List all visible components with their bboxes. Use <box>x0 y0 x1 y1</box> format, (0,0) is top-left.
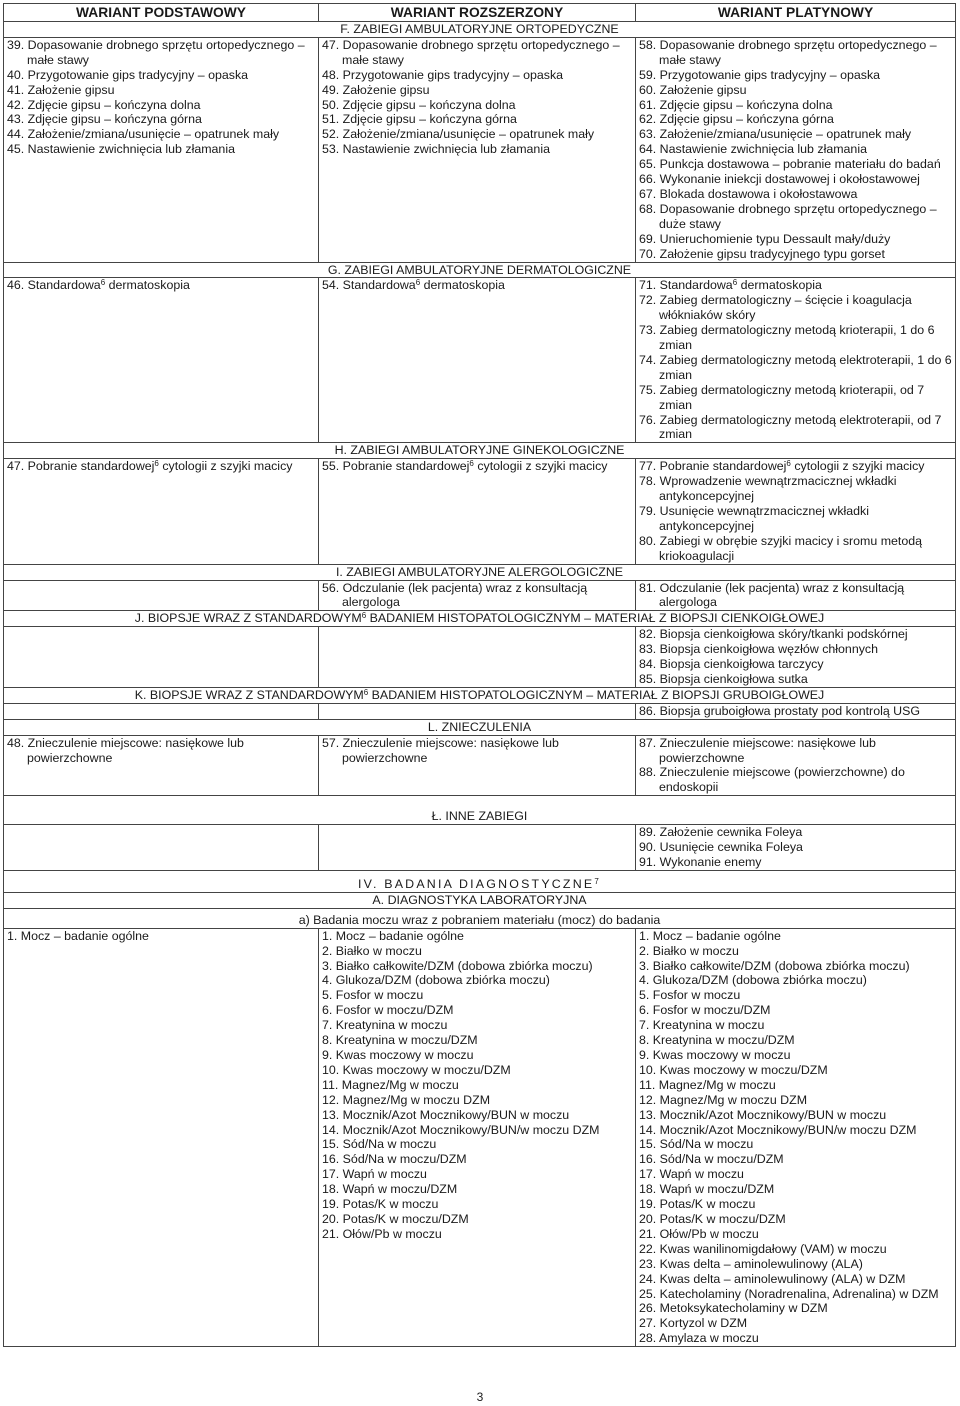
section-title-i: I. ZABIEGI AMBULATORYJNE ALERGOLOGICZNE <box>4 564 956 580</box>
section-h-platinum <box>636 459 956 564</box>
footnote-mark: 6 <box>469 459 474 469</box>
list-item: 1. Mocz – badanie ogólne <box>7 928 149 943</box>
section-h-extended <box>319 459 636 564</box>
section-l-platinum <box>636 735 956 796</box>
list-item: 26. Metoksykatecholaminy w DZM <box>639 1301 828 1316</box>
list-item: 10. Kwas moczowy w moczu/DZM <box>639 1062 828 1077</box>
section-title-g: G. ZABIEGI AMBULATORYJNE DERMATOLOGICZNE <box>4 262 956 278</box>
list-item: 19. Potas/K w moczu <box>639 1197 756 1212</box>
section-other-platinum <box>636 825 956 871</box>
list-item: 63. Założenie/zmiana/usunięcie – opatrunek mały <box>639 127 912 142</box>
section-f-basic <box>4 37 319 262</box>
list-item: 7. Kreatynina w moczu <box>322 1018 448 1033</box>
list-item: 11. Magnez/Mg w moczu <box>639 1077 776 1092</box>
list-item: 20. Potas/K w moczu/DZM <box>322 1211 469 1226</box>
list-item: 58. Dopasowanie drobnego sprzętu ortopedycznego – małe stawy <box>639 37 937 67</box>
header-extended: WARIANT ROZSZERZONY <box>319 4 636 22</box>
list-item: 27. Kortyzol w DZM <box>639 1316 748 1331</box>
section-j-platinum <box>636 627 956 688</box>
section-k-extended <box>319 703 636 719</box>
list-item: 82. Biopsja cienkoigłowa skóry/tkanki podskórnej <box>639 627 908 642</box>
list-item: 87. Znieczulenie miejscowe: nasiękowe lub powierzchowne <box>639 735 876 765</box>
list-item: 85. Biopsja cienkoigłowa sutka <box>639 671 808 686</box>
list-item: 4. Glukoza/DZM (dobowa zbiórka moczu) <box>639 973 867 988</box>
list-item: 22. Kwas wanilinomigdałowy (VAM) w moczu <box>639 1241 887 1256</box>
list-item: 57. Znieczulenie miejscowe: nasiękowe lub powierzchowne <box>322 735 559 765</box>
list-item: 3. Białko całkowite/DZM (dobowa zbiórka moczu) <box>639 958 910 973</box>
list-item: 91. Wykonanie enemy <box>639 854 762 869</box>
section-title-k: K. BIOPSJE WRAZ Z STANDARDOWYM$^6$ BADANIEM HISTOPATOLOGICZNYM – MATERIAŁ Z BIOPSJI GRUBOIGŁOWEJ <box>4 687 956 703</box>
list-item: 13. Mocznik/Azot Mocznikowy/BUN w moczu <box>639 1107 887 1122</box>
list-item: 6. Fosfor w moczu/DZM <box>639 1003 771 1018</box>
section-title-other: Ł. INNE ZABIEGI <box>4 796 956 825</box>
list-item: 8. Kreatynina w moczu/DZM <box>639 1033 795 1048</box>
list-item: 18. Wapń w moczu/DZM <box>322 1182 458 1197</box>
list-item: 47. Dopasowanie drobnego sprzętu ortopedycznego – małe stawy <box>322 37 620 67</box>
section-other-basic <box>4 825 319 871</box>
list-item: 65. Punkcja dostawowa – pobranie materiału do badań <box>639 157 941 172</box>
section-title-h: H. ZABIEGI AMBULATORYJNE GINEKOLOGICZNE <box>4 443 956 459</box>
section-l-basic <box>4 735 319 796</box>
list-item: 62. Zdjęcie gipsu – kończyna górna <box>639 112 834 127</box>
section-f-extended <box>319 37 636 262</box>
document-page <box>3 3 956 1347</box>
list-item: 90. Usunięcie cewnika Foleya <box>639 840 803 855</box>
header-platinum: WARIANT PLATYNOWY <box>636 4 956 22</box>
list-item: 66. Wykonanie iniekcji dostawowej i okołostawowej <box>639 172 920 187</box>
section-urine-extended <box>319 928 636 1346</box>
header-basic: WARIANT PODSTAWOWY <box>4 4 319 22</box>
list-item: 14. Mocznik/Azot Mocznikowy/BUN/w moczu DZM <box>322 1122 600 1137</box>
list-item: 1. Mocz – badanie ogólne <box>322 928 464 943</box>
list-item: 72. Zabieg dermatologiczny – ścięcie i koagulacja włókniaków skóry <box>639 293 912 323</box>
footnote-mark: 6 <box>732 278 738 288</box>
list-item: 53. Nastawienie zwichnięcia lub złamania <box>322 142 550 157</box>
list-item: 50. Zdjęcie gipsu – kończyna dolna <box>322 97 516 112</box>
section-k-platinum <box>636 703 956 719</box>
section-i-extended <box>319 580 636 611</box>
list-item: 76. Zabieg dermatologiczny metodą elektroterapii, od 7 zmian <box>639 412 942 442</box>
list-item: 69. Unieruchomienie typu Dessault mały/duży <box>639 231 891 246</box>
list-item: 23. Kwas delta – aminolewulinowy (ALA) <box>639 1256 863 1271</box>
list-item: 9. Kwas moczowy w moczu <box>322 1048 474 1062</box>
list-item: 54. Standardowa$^6$ dermatoskopia <box>322 278 505 293</box>
list-item: 2. Białko w moczu <box>322 943 422 958</box>
section-i-basic <box>4 580 319 611</box>
section-f-platinum <box>636 37 956 262</box>
list-item: 47. Pobranie standardowej$^6$ cytologii z szyjki macicy <box>7 459 293 474</box>
list-item: 44. Założenie/zmiana/usunięcie – opatrunek mały <box>7 127 280 142</box>
header-row <box>4 4 956 22</box>
list-item: 10. Kwas moczowy w moczu/DZM <box>322 1062 511 1077</box>
list-item: 77. Pobranie standardowej$^6$ cytologii z szyjki macicy <box>639 459 925 474</box>
list-item: 75. Zabieg dermatologiczny metodą krioterapii, od 7 zmian <box>639 382 925 412</box>
list-item: 81. Odczulanie (lek pacjenta) wraz z konsultacją alergologa <box>639 580 905 610</box>
list-item: 8. Kreatynina w moczu/DZM <box>322 1033 478 1048</box>
list-item: 21. Ołów/Pb w moczu <box>322 1226 442 1241</box>
list-item: 74. Zabieg dermatologiczny metodą elektroterapii, 1 do 6 zmian <box>639 352 952 382</box>
list-item: 5. Fosfor w moczu <box>322 988 424 1003</box>
footnote-mark: 6 <box>100 278 106 288</box>
footnote-mark: 6 <box>786 459 791 469</box>
list-item: 46. Standardowa$^6$ dermatoskopia <box>7 278 190 293</box>
section-k-basic <box>4 703 319 719</box>
list-item: 2. Białko w moczu <box>639 943 739 958</box>
subsection-title-lab: A. DIAGNOSTYKA LABORATORYJNA <box>4 892 956 908</box>
list-item: 70. Założenie gipsu tradycyjnego typu gorset <box>639 246 885 261</box>
list-item: 79. Usunięcie wewnątrzmacicznej wkładki antykoncepcyjnej <box>639 504 870 533</box>
list-item: 14. Mocznik/Azot Mocznikowy/BUN/w moczu DZM <box>639 1122 917 1137</box>
list-item: 55. Pobranie standardowej$^6$ cytologii z szyjki macicy <box>322 459 608 474</box>
list-item: 48. Znieczulenie miejscowe: nasiękowe lub powierzchowne <box>7 735 244 765</box>
list-item: 5. Fosfor w moczu <box>639 988 741 1003</box>
list-item: 86. Biopsja gruboigłowa prostaty pod kontrolą USG <box>639 703 921 718</box>
list-item: 25. Katecholaminy (Noradrenalina, Adrenalina) w DZM <box>639 1286 939 1301</box>
list-item: 59. Przygotowanie gips tradycyjny – opaska <box>639 67 881 82</box>
list-item: 7. Kreatynina w moczu <box>639 1018 765 1033</box>
subsection-title-urine: a) Badania moczu wraz z pobraniem materiału (mocz) do badania <box>4 908 956 928</box>
list-item: 60. Założenie gipsu <box>639 82 747 97</box>
list-item: 64. Nastawienie zwichnięcia lub złamania <box>639 142 867 157</box>
list-item: 28. Amylaza w moczu <box>639 1331 759 1346</box>
list-item: 9. Kwas moczowy w moczu <box>639 1048 791 1062</box>
section-h-basic <box>4 459 319 564</box>
section-title-f: F. ZABIEGI AMBULATORYJNE ORTOPEDYCZNE <box>4 22 956 38</box>
list-item: 61. Zdjęcie gipsu – kończyna dolna <box>639 97 833 112</box>
list-item: 4. Glukoza/DZM (dobowa zbiórka moczu) <box>322 973 550 988</box>
list-item: 1. Mocz – badanie ogólne <box>639 928 781 943</box>
list-item: 17. Wapń w moczu <box>639 1167 744 1182</box>
footnote-mark: 6 <box>363 687 369 697</box>
list-item: 19. Potas/K w moczu <box>322 1197 439 1212</box>
section-g-platinum <box>636 278 956 443</box>
list-item: 67. Blokada dostawowa i okołostawowa <box>639 186 858 201</box>
list-item: 15. Sód/Na w moczu <box>639 1137 754 1152</box>
list-item: 3. Białko całkowite/DZM (dobowa zbiórka moczu) <box>322 958 593 973</box>
list-item: 12. Magnez/Mg w moczu DZM <box>639 1092 808 1107</box>
list-item: 56. Odczulanie (lek pacjenta) wraz z konsultacją alergologa <box>322 580 588 610</box>
page-number: 3 <box>476 1390 484 1404</box>
list-item: 39. Dopasowanie drobnego sprzętu ortopedycznego – małe stawy <box>7 37 305 67</box>
list-item: 20. Potas/K w moczu/DZM <box>639 1211 786 1226</box>
section-j-basic <box>4 627 319 688</box>
section-j-extended <box>319 627 636 688</box>
list-item: 21. Ołów/Pb w moczu <box>639 1226 759 1241</box>
list-item: 41. Założenie gipsu <box>7 82 115 97</box>
list-item: 11. Magnez/Mg w moczu <box>322 1077 459 1092</box>
list-item: 71. Standardowa$^6$ dermatoskopia <box>639 278 822 293</box>
list-item: 68. Dopasowanie drobnego sprzętu ortopedycznego – duże stawy <box>639 201 937 231</box>
list-item: 45. Nastawienie zwichnięcia lub złamania <box>7 142 235 157</box>
list-item: 13. Mocznik/Azot Mocznikowy/BUN w moczu <box>322 1107 570 1122</box>
section-g-basic <box>4 278 319 443</box>
section-title-diagnostics: IV. BADANIA DIAGNOSTYCZNE$^7$ <box>4 870 956 892</box>
list-item: 83. Biopsja cienkoigłowa węzłów chłonnych <box>639 642 878 657</box>
list-item: 17. Wapń w moczu <box>322 1167 427 1182</box>
list-item: 16. Sód/Na w moczu/DZM <box>322 1152 467 1167</box>
list-item: 15. Sód/Na w moczu <box>322 1137 437 1152</box>
list-item: 51. Zdjęcie gipsu – kończyna górna <box>322 112 517 127</box>
list-item: 24. Kwas delta – aminolewulinowy (ALA) w DZM <box>639 1271 906 1286</box>
section-urine-basic <box>4 928 319 1346</box>
list-item: 12. Magnez/Mg w moczu DZM <box>322 1092 491 1107</box>
list-item: 43. Zdjęcie gipsu – kończyna górna <box>7 112 202 127</box>
list-item: 6. Fosfor w moczu/DZM <box>322 1003 454 1018</box>
footnote-mark: 7 <box>594 876 601 886</box>
section-i-platinum <box>636 580 956 611</box>
section-l-extended <box>319 735 636 796</box>
list-item: 78. Wprowadzenie wewnątrzmacicznej wkładki antykoncepcyjnej <box>639 474 897 504</box>
list-item: 49. Założenie gipsu <box>322 82 430 97</box>
list-item: 84. Biopsja cienkoigłowa tarczycy <box>639 657 824 672</box>
list-item: 40. Przygotowanie gips tradycyjny – opaska <box>7 67 249 82</box>
list-item: 52. Założenie/zmiana/usunięcie – opatrunek mały <box>322 127 595 142</box>
list-item: 48. Przygotowanie gips tradycyjny – opaska <box>322 67 564 82</box>
list-item: 42. Zdjęcie gipsu – kończyna dolna <box>7 97 201 112</box>
footnote-mark: 6 <box>415 278 421 288</box>
list-item: 89. Założenie cewnika Foleya <box>639 825 803 840</box>
list-item: 80. Zabiegi w obrębie szyjki macicy i sromu metodą kriokoagulacji <box>639 533 923 563</box>
section-title-l: L. ZNIECZULENIA <box>4 719 956 735</box>
section-title-j: J. BIOPSJE WRAZ Z STANDARDOWYM$^6$ BADANIEM HISTOPATOLOGICZNYM – MATERIAŁ Z BIOPSJI CIENKOIGŁOWEJ <box>4 611 956 627</box>
list-item: 18. Wapń w moczu/DZM <box>639 1182 775 1197</box>
list-item: 73. Zabieg dermatologiczny metodą krioterapii, 1 do 6 zmian <box>639 323 935 353</box>
footnote-mark: 6 <box>361 611 367 621</box>
section-g-extended <box>319 278 636 443</box>
variants-table <box>3 3 956 1347</box>
list-item: 16. Sód/Na w moczu/DZM <box>639 1152 784 1167</box>
footnote-mark: 6 <box>154 459 159 469</box>
list-item: 88. Znieczulenie miejscowe (powierzchowne) do endoskopii <box>639 765 905 795</box>
section-urine-platinum <box>636 928 956 1346</box>
section-other-extended <box>319 825 636 871</box>
